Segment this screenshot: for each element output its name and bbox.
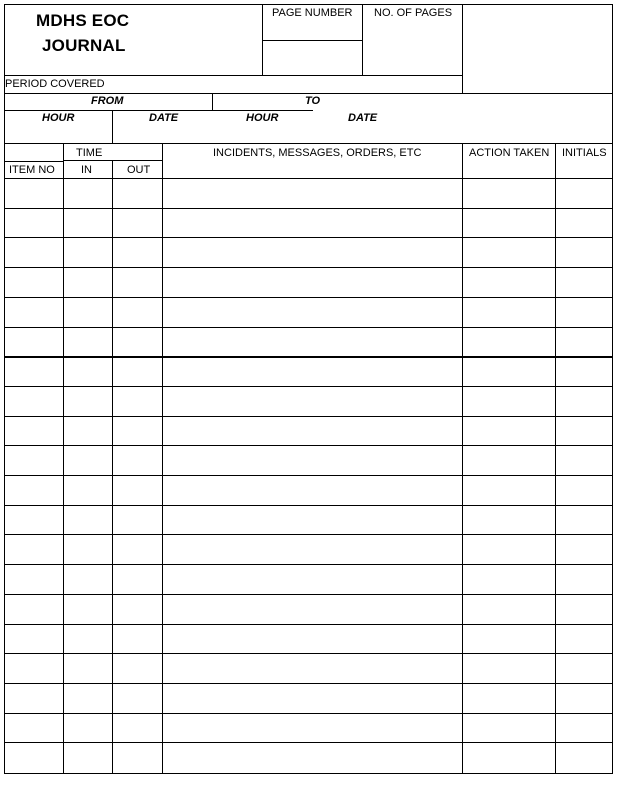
time-in-cell[interactable] bbox=[64, 179, 112, 208]
time-out-cell[interactable] bbox=[113, 595, 162, 624]
to-hour-label: HOUR bbox=[246, 112, 279, 124]
action-taken-cell[interactable] bbox=[463, 714, 555, 743]
period-bottom-line bbox=[4, 143, 613, 144]
outer-border-top bbox=[4, 4, 613, 5]
initials-cell[interactable] bbox=[556, 238, 612, 267]
item-no-cell[interactable] bbox=[5, 446, 63, 475]
table-row bbox=[0, 743, 618, 773]
incidents-cell[interactable] bbox=[163, 298, 462, 327]
time-in-cell[interactable] bbox=[64, 565, 112, 594]
action-taken-cell[interactable] bbox=[463, 595, 555, 624]
time-out-cell[interactable] bbox=[113, 506, 162, 535]
row-divider bbox=[4, 713, 613, 714]
time-out-cell[interactable] bbox=[113, 328, 162, 357]
incidents-cell[interactable] bbox=[163, 357, 462, 386]
time-out-cell[interactable] bbox=[113, 625, 162, 654]
row-divider bbox=[4, 594, 613, 595]
row-divider bbox=[4, 683, 613, 684]
item-no-cell[interactable] bbox=[5, 476, 63, 505]
col-header-incidents: INCIDENTS, MESSAGES, ORDERS, ETC bbox=[213, 147, 422, 159]
initials-cell[interactable] bbox=[556, 446, 612, 475]
to-hour-field[interactable] bbox=[213, 127, 313, 143]
initials-cell[interactable] bbox=[556, 595, 612, 624]
table-row bbox=[0, 625, 618, 655]
initials-cell[interactable] bbox=[556, 268, 612, 297]
row-divider bbox=[4, 653, 613, 654]
action-taken-cell[interactable] bbox=[463, 506, 555, 535]
table-row bbox=[0, 654, 618, 684]
time-in-cell[interactable] bbox=[64, 298, 112, 327]
incidents-cell[interactable] bbox=[163, 268, 462, 297]
incidents-cell[interactable] bbox=[163, 743, 462, 772]
table-row bbox=[0, 298, 618, 328]
row-divider bbox=[4, 237, 613, 238]
time-out-cell[interactable] bbox=[113, 446, 162, 475]
initials-cell[interactable] bbox=[556, 625, 612, 654]
row-divider bbox=[4, 386, 613, 387]
to-date-field[interactable] bbox=[313, 127, 612, 143]
action-taken-cell[interactable] bbox=[463, 357, 555, 386]
time-header: TIME bbox=[76, 147, 103, 159]
header-divider-3 bbox=[462, 4, 463, 94]
item-no-cell[interactable] bbox=[5, 298, 63, 327]
initials-cell[interactable] bbox=[556, 476, 612, 505]
item-no-cell[interactable] bbox=[5, 357, 63, 386]
period-to-underline bbox=[212, 110, 313, 111]
period-from-label: FROM bbox=[91, 95, 124, 107]
item-no-cell[interactable] bbox=[5, 328, 63, 357]
item-no-cell[interactable] bbox=[5, 535, 63, 564]
action-taken-cell[interactable] bbox=[463, 209, 555, 238]
to-date-label: DATE bbox=[348, 112, 378, 124]
time-in-cell[interactable] bbox=[64, 684, 112, 713]
time-out-cell[interactable] bbox=[113, 684, 162, 713]
action-taken-cell[interactable] bbox=[463, 684, 555, 713]
item-no-cell[interactable] bbox=[5, 625, 63, 654]
item-no-cell[interactable] bbox=[5, 179, 63, 208]
time-in-cell[interactable] bbox=[64, 446, 112, 475]
table-row bbox=[0, 179, 618, 209]
time-in-cell[interactable] bbox=[64, 417, 112, 446]
row-divider bbox=[4, 297, 613, 298]
time-in-cell[interactable] bbox=[64, 357, 112, 386]
row-divider bbox=[4, 564, 613, 565]
col-header-action-taken: ACTION TAKEN bbox=[469, 147, 550, 159]
row-divider bbox=[4, 416, 613, 417]
initials-cell[interactable] bbox=[556, 179, 612, 208]
incidents-cell[interactable] bbox=[163, 238, 462, 267]
from-date-field[interactable] bbox=[113, 127, 213, 143]
time-out-cell[interactable] bbox=[113, 179, 162, 208]
time-in-cell[interactable] bbox=[64, 595, 112, 624]
incidents-cell[interactable] bbox=[163, 654, 462, 683]
from-hour-field[interactable] bbox=[5, 127, 111, 143]
initials-cell[interactable] bbox=[556, 743, 612, 772]
initials-cell[interactable] bbox=[556, 328, 612, 357]
col-header-item-no: ITEM NO bbox=[9, 164, 55, 176]
action-taken-cell[interactable] bbox=[463, 268, 555, 297]
row-divider bbox=[4, 624, 613, 625]
time-in-cell[interactable] bbox=[64, 209, 112, 238]
table-row bbox=[0, 535, 618, 565]
item-no-cell[interactable] bbox=[5, 743, 63, 772]
time-out-cell[interactable] bbox=[113, 387, 162, 416]
action-taken-cell[interactable] bbox=[463, 238, 555, 267]
time-in-cell[interactable] bbox=[64, 535, 112, 564]
table-row bbox=[0, 506, 618, 536]
incidents-cell[interactable] bbox=[163, 179, 462, 208]
time-out-cell[interactable] bbox=[113, 535, 162, 564]
form-title-line2: JOURNAL bbox=[42, 36, 126, 55]
time-in-cell[interactable] bbox=[64, 476, 112, 505]
incidents-cell[interactable] bbox=[163, 446, 462, 475]
initials-cell[interactable] bbox=[556, 684, 612, 713]
item-no-cell[interactable] bbox=[5, 714, 63, 743]
item-no-cell[interactable] bbox=[5, 387, 63, 416]
time-out-cell[interactable] bbox=[113, 654, 162, 683]
period-line-1 bbox=[4, 93, 613, 94]
action-taken-cell[interactable] bbox=[463, 535, 555, 564]
incidents-cell[interactable] bbox=[163, 476, 462, 505]
time-in-cell[interactable] bbox=[64, 268, 112, 297]
period-from-to-divider bbox=[212, 93, 213, 111]
col-header-out: OUT bbox=[127, 164, 151, 176]
time-out-cell[interactable] bbox=[113, 743, 162, 772]
incidents-cell[interactable] bbox=[163, 714, 462, 743]
row-divider bbox=[4, 327, 613, 328]
row-divider bbox=[4, 356, 613, 358]
initials-cell[interactable] bbox=[556, 357, 612, 386]
page-number-label: PAGE NUMBER bbox=[272, 7, 353, 19]
period-to-label: TO bbox=[305, 95, 321, 107]
time-out-cell[interactable] bbox=[113, 268, 162, 297]
time-out-cell[interactable] bbox=[113, 238, 162, 267]
action-taken-cell[interactable] bbox=[463, 446, 555, 475]
incidents-cell[interactable] bbox=[163, 506, 462, 535]
initials-cell[interactable] bbox=[556, 298, 612, 327]
outer-border-bottom bbox=[4, 773, 613, 774]
col-header-initials: INITIALS bbox=[562, 147, 607, 159]
item-no-top-line bbox=[4, 161, 64, 162]
initials-cell[interactable] bbox=[556, 417, 612, 446]
row-divider bbox=[4, 267, 613, 268]
table-row bbox=[0, 714, 618, 744]
incidents-cell[interactable] bbox=[163, 684, 462, 713]
num-pages-label: NO. OF PAGES bbox=[374, 7, 453, 19]
time-out-cell[interactable] bbox=[113, 476, 162, 505]
row-divider bbox=[4, 742, 613, 743]
action-taken-cell[interactable] bbox=[463, 298, 555, 327]
initials-cell[interactable] bbox=[556, 209, 612, 238]
initials-cell[interactable] bbox=[556, 714, 612, 743]
initials-cell[interactable] bbox=[556, 506, 612, 535]
col-header-in: IN bbox=[81, 164, 92, 176]
item-no-cell[interactable] bbox=[5, 565, 63, 594]
time-in-cell[interactable] bbox=[64, 328, 112, 357]
initials-cell[interactable] bbox=[556, 654, 612, 683]
item-no-cell[interactable] bbox=[5, 684, 63, 713]
action-taken-cell[interactable] bbox=[463, 565, 555, 594]
table-row bbox=[0, 476, 618, 506]
time-out-cell[interactable] bbox=[113, 714, 162, 743]
item-no-cell[interactable] bbox=[5, 268, 63, 297]
incidents-cell[interactable] bbox=[163, 328, 462, 357]
incidents-cell[interactable] bbox=[163, 565, 462, 594]
initials-cell[interactable] bbox=[556, 387, 612, 416]
table-row bbox=[0, 268, 618, 298]
incidents-cell[interactable] bbox=[163, 535, 462, 564]
period-covered-label: PERIOD COVERED bbox=[5, 78, 105, 90]
table-row bbox=[0, 595, 618, 625]
row-divider bbox=[4, 505, 613, 506]
table-row bbox=[0, 238, 618, 268]
table-row bbox=[0, 357, 618, 387]
time-in-cell[interactable] bbox=[64, 743, 112, 772]
time-subheader-line bbox=[63, 160, 163, 161]
item-no-cell[interactable] bbox=[5, 238, 63, 267]
table-row bbox=[0, 446, 618, 476]
action-taken-cell[interactable] bbox=[463, 654, 555, 683]
item-no-cell[interactable] bbox=[5, 209, 63, 238]
incidents-cell[interactable] bbox=[163, 625, 462, 654]
action-taken-cell[interactable] bbox=[463, 625, 555, 654]
action-taken-cell[interactable] bbox=[463, 743, 555, 772]
action-taken-cell[interactable] bbox=[463, 387, 555, 416]
header-bottom-line bbox=[4, 75, 463, 76]
num-pages-field[interactable] bbox=[363, 23, 462, 75]
time-out-cell[interactable] bbox=[113, 357, 162, 386]
incidents-cell[interactable] bbox=[163, 387, 462, 416]
time-in-cell[interactable] bbox=[64, 506, 112, 535]
from-date-label: DATE bbox=[149, 112, 179, 124]
row-divider bbox=[4, 445, 613, 446]
row-divider bbox=[4, 475, 613, 476]
incidents-cell[interactable] bbox=[163, 209, 462, 238]
page-number-field[interactable] bbox=[263, 41, 362, 75]
table-row bbox=[0, 684, 618, 714]
time-out-cell[interactable] bbox=[113, 209, 162, 238]
time-in-cell[interactable] bbox=[64, 238, 112, 267]
row-divider bbox=[4, 208, 613, 209]
form-title-line1: MDHS EOC bbox=[36, 11, 130, 30]
table-row bbox=[0, 387, 618, 417]
item-no-cell[interactable] bbox=[5, 654, 63, 683]
incidents-cell[interactable] bbox=[163, 417, 462, 446]
table-row bbox=[0, 209, 618, 239]
time-out-cell[interactable] bbox=[113, 565, 162, 594]
table-row bbox=[0, 417, 618, 447]
time-in-cell[interactable] bbox=[64, 625, 112, 654]
from-hour-label: HOUR bbox=[42, 112, 75, 124]
initials-cell[interactable] bbox=[556, 535, 612, 564]
time-in-cell[interactable] bbox=[64, 654, 112, 683]
table-row bbox=[0, 328, 618, 358]
row-divider bbox=[4, 534, 613, 535]
item-no-cell[interactable] bbox=[5, 506, 63, 535]
period-from-underline bbox=[4, 110, 213, 111]
table-row bbox=[0, 565, 618, 595]
action-taken-cell[interactable] bbox=[463, 179, 555, 208]
time-in-cell[interactable] bbox=[64, 714, 112, 743]
item-no-cell[interactable] bbox=[5, 595, 63, 624]
time-out-cell[interactable] bbox=[113, 298, 162, 327]
action-taken-cell[interactable] bbox=[463, 328, 555, 357]
action-taken-cell[interactable] bbox=[463, 417, 555, 446]
incidents-cell[interactable] bbox=[163, 595, 462, 624]
time-out-cell[interactable] bbox=[113, 417, 162, 446]
time-in-cell[interactable] bbox=[64, 387, 112, 416]
item-no-cell[interactable] bbox=[5, 417, 63, 446]
initials-cell[interactable] bbox=[556, 565, 612, 594]
action-taken-cell[interactable] bbox=[463, 476, 555, 505]
